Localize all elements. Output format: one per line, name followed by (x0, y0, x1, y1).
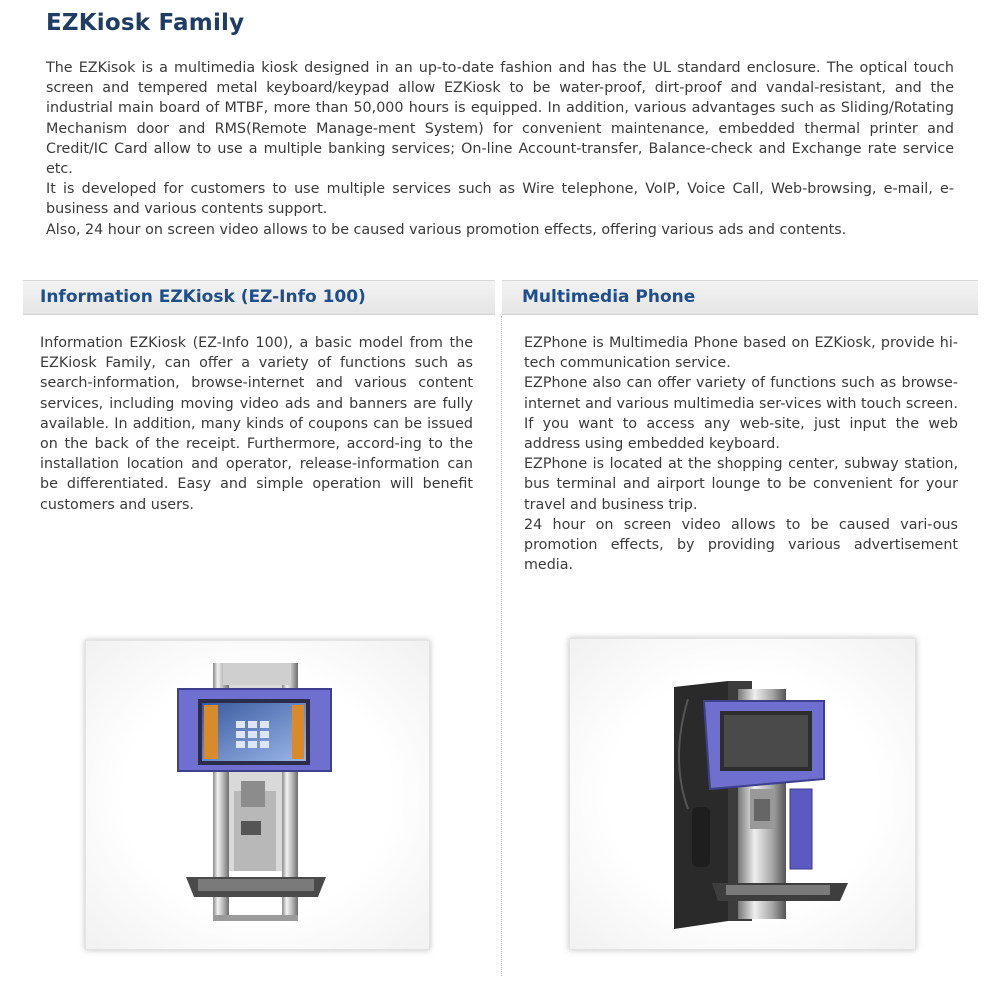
multimedia-phone-header (502, 280, 978, 315)
phone-paragraph: EZPhone also can offer variety of functions such as browse-internet and various multimedia ser-vices with touch screen. (524, 375, 958, 412)
info-kiosk-heading: Information EZKiosk (EZ-Info 100) (40, 287, 366, 307)
phone-paragraph: If you want to access any web-site, just input the web address using embedded keyboard. (524, 415, 958, 453)
column-divider (501, 316, 502, 976)
phone-paragraph: EZPhone is Multimedia Phone based on EZKiosk, provide hi-tech communication service. (524, 335, 958, 372)
info-kiosk-photo (85, 640, 430, 950)
intro-text (46, 58, 954, 240)
intro-paragraph: The EZKisok is a multimedia kiosk designed in an up-to-date fashion and has the UL standard enclosure. The optical touch screen and tempered metal keyboard/keypad allow EZKiosk to be water-proof, dirt-proof and vandal-resistant, and the industrial main board of MTBF, more than 50,000 hours is equipped. In addition, various advantages such as Sliding/Rotating Mechanism door and RMS(Remote Manage-ment System) for convenient maintenance, embedded thermal printer and Credit/IC Card allow to use a multiple banking services; On-line Account-transfer, Balance-check and Exchange rate service etc. (46, 60, 954, 178)
phone-paragraph: EZPhone is located at the shopping center, subway station, bus terminal and airport lounge to be convenient for your travel and business trip. (524, 456, 958, 513)
info-kiosk-description (40, 333, 473, 515)
multimedia-phone-photo (569, 638, 916, 950)
phone-paragraph: 24 hour on screen video allows to be caused vari-ous promotion effects, by providing various advertisement media. (524, 516, 958, 574)
multimedia-phone-illustration (570, 639, 917, 951)
multimedia-phone-description (524, 333, 958, 575)
info-kiosk-paragraph: Information EZKiosk (EZ-Info 100), a basic model from the EZKiosk Family, can offer a variety of functions such as search-information, browse-internet and various content services, including moving video ads and banners are fully available. In addition, many kinds of coupons can be issued on the back of the receipt. Furthermore, accord-ing to the installation location and operator, release-information can be differentiated. Easy and simple operation will benefit customers and users. (40, 335, 473, 513)
intro-paragraph: It is developed for customers to use multiple services such as Wire telephone, VoIP, Voice Call, Web-browsing, e-mail, e-business and various contents support. (46, 181, 954, 218)
info-kiosk-header (23, 280, 495, 315)
page-title: EZKiosk Family (46, 10, 245, 36)
intro-paragraph: Also, 24 hour on screen video allows to be caused various promotion effects, offering various ads and contents. (46, 221, 847, 238)
info-kiosk-illustration (86, 641, 431, 951)
multimedia-phone-heading: Multimedia Phone (522, 287, 696, 307)
